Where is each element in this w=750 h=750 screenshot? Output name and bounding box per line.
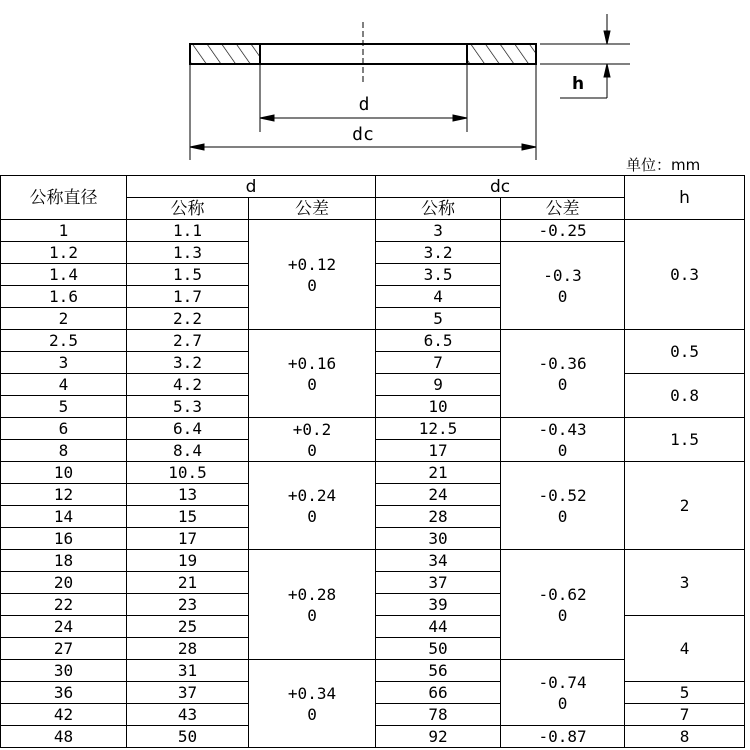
dc-nominal-cell: 92 (376, 726, 501, 748)
d-nominal-cell: 17 (127, 528, 249, 550)
nominal-diameter-cell: 1 (1, 220, 127, 242)
d-nominal-cell: 3.2 (127, 352, 249, 374)
dc-tolerance-cell-upper: -0.52 (538, 485, 587, 505)
d-tolerance-cell (249, 418, 376, 462)
nominal-diameter-cell: 8 (1, 440, 127, 462)
dc-nominal-cell: 44 (376, 616, 501, 638)
nominal-diameter-cell: 18 (1, 550, 127, 572)
dc-nominal-cell: 50 (376, 638, 501, 660)
nominal-diameter-cell: 10 (1, 462, 127, 484)
washer-drawing (0, 0, 750, 175)
table-row (1, 330, 745, 352)
dc-nominal-cell: 7 (376, 352, 501, 374)
right-hatched-section (467, 45, 535, 63)
nominal-diameter-cell: 6 (1, 418, 127, 440)
dc-tolerance-cell-lower: 0 (557, 286, 568, 306)
d-nominal-cell: 6.4 (127, 418, 249, 440)
d-tolerance-cell (249, 462, 376, 550)
d-nominal-cell: 25 (127, 616, 249, 638)
h-cell: 0.8 (625, 374, 745, 418)
dc-tolerance-cell (501, 660, 625, 726)
dc-tolerance-cell-upper: -0.74 (538, 672, 587, 692)
d-tolerance-cell-upper: +0.24 (287, 485, 337, 505)
d-tolerance-cell (249, 220, 376, 330)
d-tolerance-cell (249, 550, 376, 660)
dc-nominal-cell: 28 (376, 506, 501, 528)
nominal-diameter-cell: 14 (1, 506, 127, 528)
dimension-d (260, 115, 467, 121)
d-tolerance-header: 公差 (249, 198, 376, 220)
dc-nominal-cell: 4 (376, 286, 501, 308)
h-cell: 4 (625, 616, 745, 682)
d-nominal-cell: 23 (127, 594, 249, 616)
h-cell: 1.5 (625, 418, 745, 462)
dc-tolerance-cell-upper: -0.62 (538, 584, 587, 604)
d-tolerance-cell (249, 660, 376, 748)
dc-tolerance-cell (501, 550, 625, 660)
nominal-diameter-cell: 42 (1, 704, 127, 726)
washer-section (190, 22, 536, 84)
d-tolerance-cell-upper: +0.12 (287, 254, 337, 274)
d-nominal-cell: 1.5 (127, 264, 249, 286)
dc-header: dc (376, 176, 625, 198)
table-row (1, 220, 745, 242)
nominal-diameter-cell: 36 (1, 682, 127, 704)
nominal-diameter-cell: 1.4 (1, 264, 127, 286)
dimension-h (560, 14, 610, 98)
nominal-diameter-cell: 12 (1, 484, 127, 506)
dc-tolerance-cell (501, 330, 625, 418)
d-nominal-cell: 31 (127, 660, 249, 682)
d-tolerance-cell-upper: +0.34 (287, 683, 337, 703)
dc-tolerance-cell-upper: -0.43 (538, 419, 587, 439)
d-tolerance-cell-upper: +0.16 (287, 353, 337, 373)
dc-nominal-cell: 56 (376, 660, 501, 682)
nominal-diameter-header: 公称直径 (1, 176, 127, 220)
h-cell: 8 (625, 726, 745, 748)
dc-nominal-cell: 6.5 (376, 330, 501, 352)
d-nominal-cell: 1.1 (127, 220, 249, 242)
d-tolerance-cell-lower: 0 (307, 374, 317, 394)
dc-nominal-cell: 17 (376, 440, 501, 462)
d-header: d (127, 176, 376, 198)
dc-tolerance-cell (501, 242, 625, 330)
d-tolerance-cell-lower: 0 (307, 506, 317, 526)
dc-nominal-header: 公称 (376, 198, 501, 220)
h-cell: 7 (625, 704, 745, 726)
nominal-diameter-cell: 27 (1, 638, 127, 660)
dc-tolerance-cell-lower: 0 (557, 374, 568, 394)
nominal-diameter-cell: 4 (1, 374, 127, 396)
dc-nominal-cell: 9 (376, 374, 501, 396)
d-nominal-cell: 15 (127, 506, 249, 528)
d-tolerance-cell (249, 330, 376, 418)
dc-tolerance-cell-lower: 0 (557, 440, 568, 460)
nominal-diameter-cell: 1.2 (1, 242, 127, 264)
nominal-diameter-cell: 48 (1, 726, 127, 748)
dc-nominal-cell: 37 (376, 572, 501, 594)
dc-tolerance-cell-lower: 0 (557, 693, 568, 713)
left-hatched-section (191, 45, 260, 63)
d-tolerance-cell-lower: 0 (307, 704, 317, 724)
dc-tolerance-cell-upper: -0.36 (538, 353, 587, 373)
dc-nominal-cell: 3.5 (376, 264, 501, 286)
washer-spec-table (0, 175, 745, 748)
d-tolerance-cell-upper: +0.2 (292, 419, 332, 439)
dc-nominal-cell: 21 (376, 462, 501, 484)
d-tolerance-cell-upper: +0.28 (287, 584, 337, 604)
d-tolerance-cell-lower: 0 (307, 275, 317, 295)
dc-nominal-cell: 3.2 (376, 242, 501, 264)
d-nominal-cell: 19 (127, 550, 249, 572)
dc-tolerance-cell-upper: -0.87 (538, 727, 587, 746)
dc-tolerance-header: 公差 (501, 198, 625, 220)
h-header: h (625, 176, 745, 220)
nominal-diameter-cell: 3 (1, 352, 127, 374)
nominal-diameter-cell: 2 (1, 308, 127, 330)
h-cell: 0.3 (625, 220, 745, 330)
dc-tolerance-cell-lower: 0 (557, 605, 568, 625)
d-nominal-cell: 1.3 (127, 242, 249, 264)
nominal-diameter-cell: 24 (1, 616, 127, 638)
d-nominal-cell: 28 (127, 638, 249, 660)
d-nominal-cell: 10.5 (127, 462, 249, 484)
label-h: h (571, 74, 585, 94)
d-nominal-cell: 21 (127, 572, 249, 594)
dc-nominal-cell: 10 (376, 396, 501, 418)
table-row (1, 550, 745, 572)
dc-nominal-cell: 66 (376, 682, 501, 704)
dc-nominal-cell: 5 (376, 308, 501, 330)
label-d: d (358, 94, 370, 115)
dc-tolerance-cell-lower: 0 (557, 506, 568, 526)
h-cell: 0.5 (625, 330, 745, 374)
dc-nominal-cell: 30 (376, 528, 501, 550)
d-nominal-cell: 37 (127, 682, 249, 704)
dc-tolerance-cell (501, 220, 625, 242)
nominal-diameter-cell: 30 (1, 660, 127, 682)
d-nominal-cell: 1.7 (127, 286, 249, 308)
dc-tolerance-cell (501, 462, 625, 550)
d-nominal-cell: 2.7 (127, 330, 249, 352)
dc-nominal-cell: 39 (376, 594, 501, 616)
d-tolerance-cell-lower: 0 (307, 440, 317, 460)
nominal-diameter-cell: 16 (1, 528, 127, 550)
h-cell: 5 (625, 682, 745, 704)
nominal-diameter-cell: 1.6 (1, 286, 127, 308)
d-nominal-cell: 13 (127, 484, 249, 506)
dc-tolerance-cell (501, 726, 625, 748)
nominal-diameter-cell: 22 (1, 594, 127, 616)
dc-nominal-cell: 3 (376, 220, 501, 242)
d-nominal-header: 公称 (127, 198, 249, 220)
d-nominal-cell: 5.3 (127, 396, 249, 418)
table-row (1, 418, 745, 440)
table-row (1, 462, 745, 484)
d-nominal-cell: 2.2 (127, 308, 249, 330)
nominal-diameter-cell: 2.5 (1, 330, 127, 352)
h-cell: 3 (625, 550, 745, 616)
d-tolerance-cell-lower: 0 (307, 605, 317, 625)
d-nominal-cell: 4.2 (127, 374, 249, 396)
nominal-diameter-cell: 20 (1, 572, 127, 594)
dc-tolerance-cell-upper: -0.3 (543, 265, 582, 285)
d-nominal-cell: 8.4 (127, 440, 249, 462)
dc-tolerance-cell (501, 418, 625, 462)
d-nominal-cell: 43 (127, 704, 249, 726)
d-nominal-cell: 50 (127, 726, 249, 748)
dc-nominal-cell: 34 (376, 550, 501, 572)
h-cell: 2 (625, 462, 745, 550)
dc-nominal-cell: 78 (376, 704, 501, 726)
label-dc: dc (352, 124, 374, 145)
dc-tolerance-cell-upper: -0.25 (538, 221, 587, 240)
dc-nominal-cell: 12.5 (376, 418, 501, 440)
unit-label: 单位：mm (626, 156, 701, 174)
dc-nominal-cell: 24 (376, 484, 501, 506)
nominal-diameter-cell: 5 (1, 396, 127, 418)
header-row-1 (1, 176, 745, 198)
